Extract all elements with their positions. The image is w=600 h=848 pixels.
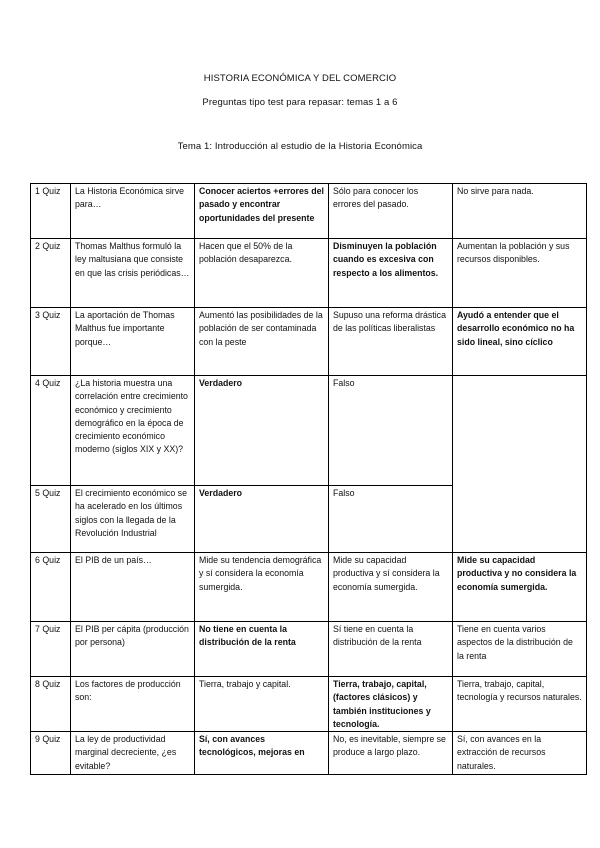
table-row [31,376,587,486]
table-row [31,553,587,622]
document-subtitle: Preguntas tipo test para repasar: temas 1 a 6 [202,97,398,108]
option-b: Sí tiene en cuenta la distribución de la renta [329,622,453,677]
option-b: Mide su capacidad productiva y sí considera la economía sumergida. [329,553,453,622]
option-c: Sí, con avances en la extracción de recursos naturales. [453,732,587,775]
option-c: Tiene en cuenta varios aspectos de la distribución de la renta [453,622,587,677]
question-text: Thomas Malthus formuló la ley maltusiana que consiste en que las crisis periódicas… [71,239,195,308]
question-number: 1 Quiz [31,184,71,239]
option-a: Conocer aciertos +errores del pasado y encontrar oportunidades del presente [195,184,329,239]
question-text: El PIB per cápita (producción por persona) [71,622,195,677]
question-number: 6 Quiz [31,553,71,622]
option-b: Falso [329,486,453,553]
question-number: 5 Quiz [31,486,71,553]
option-c: Mide su capacidad productiva y no considera la economía sumergida. [453,553,587,622]
option-a: Hacen que el 50% de la población desaparezca. [195,239,329,308]
option-b: Sólo para conocer los errores del pasado. [329,184,453,239]
option-a: Mide su tendencia demográfica y sí considera la economía sumergida. [195,553,329,622]
question-text: El crecimiento económico se ha acelerado en los últimos siglos con la llegada de la Revolución Industrial [71,486,195,553]
question-text: La Historia Económica sirve para… [71,184,195,239]
question-number: 2 Quiz [31,239,71,308]
question-text: La aportación de Thomas Malthus fue importante porque… [71,308,195,376]
table-row [31,239,587,308]
question-number: 8 Quiz [31,677,71,732]
table-row [31,622,587,677]
section-title: Tema 1: Introducción al estudio de la Historia Económica [177,141,423,152]
option-c: Tierra, trabajo, capital, tecnología y recursos naturales. [453,677,587,732]
table-row [31,732,587,775]
option-c [453,376,587,553]
table-row [31,308,587,376]
table-row [31,677,587,732]
option-a: No tiene en cuenta la distribución de la renta [195,622,329,677]
option-c: Aumentan la población y sus recursos disponibles. [453,239,587,308]
question-number: 3 Quiz [31,308,71,376]
question-text: La ley de productividad marginal decreciente, ¿es evitable? [71,732,195,775]
option-b: Tierra, trabajo, capital, (factores clásicos) y también instituciones y tecnología. [329,677,453,732]
question-text: El PIB de un país… [71,553,195,622]
question-number: 9 Quiz [31,732,71,775]
document-title: HISTORIA ECONÓMICA Y DEL COMERCIO [203,73,397,84]
option-b: Disminuyen la población cuando es excesiva con respecto a los alimentos. [329,239,453,308]
option-a: Tierra, trabajo y capital. [195,677,329,732]
option-b: Supuso una reforma drástica de las políticas liberalistas [329,308,453,376]
question-text: ¿La historia muestra una correlación entre crecimiento económico y crecimiento demográfico en la época de crecimiento económico moderno (siglos XIX y XX)? [71,376,195,486]
option-b: Falso [329,376,453,486]
option-c: Ayudó a entender que el desarrollo económico no ha sido lineal, sino cíclico [453,308,587,376]
option-c: No sirve para nada. [453,184,587,239]
option-a: Sí, con avances tecnológicos, mejoras en [195,732,329,775]
table-row [31,184,587,239]
option-a: Verdadero [195,486,329,553]
option-a: Aumentó las posibilidades de la población de ser contaminada con la peste [195,308,329,376]
quiz-table [30,183,587,775]
question-number: 4 Quiz [31,376,71,486]
question-text: Los factores de producción son: [71,677,195,732]
option-a: Verdadero [195,376,329,486]
question-number: 7 Quiz [31,622,71,677]
option-b: No, es inevitable, siempre se produce a largo plazo. [329,732,453,775]
